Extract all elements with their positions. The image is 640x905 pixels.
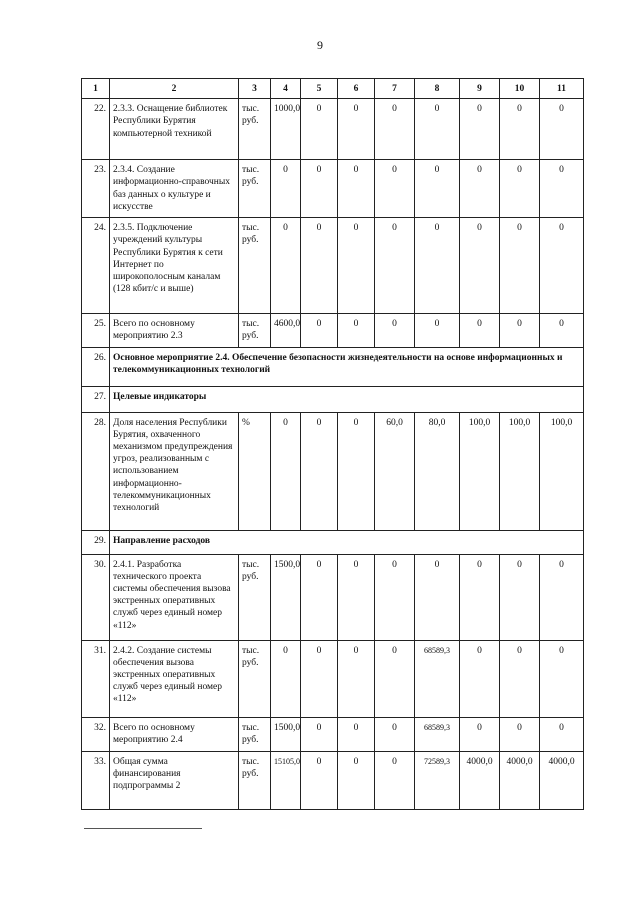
row-description: Всего по основному мероприятию 2.4 bbox=[110, 717, 239, 751]
value-cell: 0 bbox=[540, 160, 584, 218]
value-cell: 0 bbox=[500, 717, 540, 751]
value-cell: 4600,0 bbox=[271, 314, 301, 347]
value-cell: 100,0 bbox=[460, 412, 500, 530]
value-cell: 0 bbox=[460, 314, 500, 347]
value-cell: 0 bbox=[338, 160, 375, 218]
value-cell: 60,0 bbox=[375, 412, 415, 530]
value-cell: 0 bbox=[415, 160, 460, 218]
row-number: 27. bbox=[82, 386, 110, 412]
value-cell: 15105,0 bbox=[271, 751, 301, 809]
value-cell: 0 bbox=[415, 554, 460, 640]
table-row bbox=[82, 314, 584, 347]
table-row bbox=[82, 751, 584, 809]
value-cell: 0 bbox=[338, 640, 375, 717]
row-number: 25. bbox=[82, 314, 110, 347]
value-cell: 0 bbox=[375, 314, 415, 347]
unit-cell: тыс. руб. bbox=[239, 314, 271, 347]
row-number: 28. bbox=[82, 412, 110, 530]
value-cell: 0 bbox=[540, 717, 584, 751]
value-cell: 0 bbox=[540, 99, 584, 160]
section-row bbox=[82, 347, 584, 386]
row-description: Всего по основному мероприятию 2.3 bbox=[110, 314, 239, 347]
value-cell: 0 bbox=[460, 717, 500, 751]
table-row bbox=[82, 412, 584, 530]
value-cell: 1500,0 bbox=[271, 554, 301, 640]
value-cell: 0 bbox=[500, 314, 540, 347]
header-cell: 1 bbox=[82, 79, 110, 99]
unit-cell: тыс. руб. bbox=[239, 554, 271, 640]
table-row bbox=[82, 218, 584, 314]
value-cell: 100,0 bbox=[500, 412, 540, 530]
value-cell: 0 bbox=[500, 99, 540, 160]
value-cell: 0 bbox=[540, 640, 584, 717]
table-row bbox=[82, 640, 584, 717]
section-row bbox=[82, 386, 584, 412]
value-cell: 0 bbox=[301, 412, 338, 530]
value-cell: 80,0 bbox=[415, 412, 460, 530]
value-cell: 0 bbox=[375, 554, 415, 640]
row-description: 2.4.1. Разработка технического проекта системы обеспечения вызова экстренных оперативных служб через единый номер «112» bbox=[110, 554, 239, 640]
value-cell: 0 bbox=[460, 640, 500, 717]
value-cell: 1000,0 bbox=[271, 99, 301, 160]
value-cell: 0 bbox=[375, 99, 415, 160]
value-cell: 0 bbox=[460, 554, 500, 640]
value-cell: 0 bbox=[375, 640, 415, 717]
financing-table bbox=[81, 78, 584, 810]
value-cell: 4000,0 bbox=[500, 751, 540, 809]
unit-cell: тыс. руб. bbox=[239, 99, 271, 160]
value-cell: 0 bbox=[460, 160, 500, 218]
row-number: 23. bbox=[82, 160, 110, 218]
value-cell: 0 bbox=[338, 99, 375, 160]
unit-cell: тыс. руб. bbox=[239, 751, 271, 809]
table-row bbox=[82, 717, 584, 751]
header-cell: 4 bbox=[271, 79, 301, 99]
value-cell: 68589,3 bbox=[415, 717, 460, 751]
header-cell: 9 bbox=[460, 79, 500, 99]
value-cell: 0 bbox=[338, 751, 375, 809]
value-cell: 100,0 bbox=[540, 412, 584, 530]
value-cell: 0 bbox=[338, 314, 375, 347]
value-cell: 0 bbox=[415, 99, 460, 160]
header-cell: 10 bbox=[500, 79, 540, 99]
value-cell: 0 bbox=[460, 218, 500, 314]
table-header-row bbox=[82, 79, 584, 99]
value-cell: 0 bbox=[540, 218, 584, 314]
row-number: 24. bbox=[82, 218, 110, 314]
row-description: 2.3.4. Создание информационно-справочных баз данных о культуре и искусстве bbox=[110, 160, 239, 218]
value-cell: 0 bbox=[540, 314, 584, 347]
row-description: 2.3.5. Подключение учреждений культуры Республики Бурятия к сети Интернет по широкополосным каналам (128 кбит/с и выше) bbox=[110, 218, 239, 314]
value-cell: 0 bbox=[301, 640, 338, 717]
section-title: Целевые индикаторы bbox=[110, 386, 584, 412]
value-cell: 0 bbox=[540, 554, 584, 640]
value-cell: 0 bbox=[460, 99, 500, 160]
section-title: Направление расходов bbox=[110, 530, 584, 554]
value-cell: 0 bbox=[375, 751, 415, 809]
row-number: 32. bbox=[82, 717, 110, 751]
header-cell: 6 bbox=[338, 79, 375, 99]
value-cell: 0 bbox=[375, 160, 415, 218]
row-number: 22. bbox=[82, 99, 110, 160]
value-cell: 0 bbox=[338, 412, 375, 530]
row-number: 33. bbox=[82, 751, 110, 809]
table-row bbox=[82, 554, 584, 640]
row-description: 2.3.3. Оснащение библиотек Республики Бурятия компьютерной техникой bbox=[110, 99, 239, 160]
value-cell: 0 bbox=[338, 717, 375, 751]
value-cell: 0 bbox=[301, 218, 338, 314]
section-row bbox=[82, 530, 584, 554]
value-cell: 68589,3 bbox=[415, 640, 460, 717]
value-cell: 0 bbox=[338, 218, 375, 314]
header-cell: 11 bbox=[540, 79, 584, 99]
row-number: 26. bbox=[82, 347, 110, 386]
value-cell: 0 bbox=[301, 160, 338, 218]
value-cell: 1500,0 bbox=[271, 717, 301, 751]
table-body bbox=[82, 79, 584, 810]
row-number: 29. bbox=[82, 530, 110, 554]
unit-cell: тыс. руб. bbox=[239, 218, 271, 314]
value-cell: 0 bbox=[301, 751, 338, 809]
value-cell: 0 bbox=[375, 218, 415, 314]
header-cell: 3 bbox=[239, 79, 271, 99]
unit-cell: тыс. руб. bbox=[239, 640, 271, 717]
value-cell: 0 bbox=[415, 218, 460, 314]
unit-cell: тыс. руб. bbox=[239, 717, 271, 751]
value-cell: 0 bbox=[271, 412, 301, 530]
value-cell: 0 bbox=[500, 554, 540, 640]
value-cell: 4000,0 bbox=[460, 751, 500, 809]
value-cell: 0 bbox=[271, 640, 301, 717]
table-row bbox=[82, 99, 584, 160]
value-cell: 0 bbox=[271, 218, 301, 314]
header-cell: 5 bbox=[301, 79, 338, 99]
value-cell: 0 bbox=[301, 554, 338, 640]
value-cell: 0 bbox=[271, 160, 301, 218]
header-cell: 7 bbox=[375, 79, 415, 99]
row-description: Общая сумма финансирования подпрограммы 2 bbox=[110, 751, 239, 809]
row-number: 31. bbox=[82, 640, 110, 717]
row-description: 2.4.2. Создание системы обеспечения вызова экстренных оперативных служб через единый номер «112» bbox=[110, 640, 239, 717]
table-row bbox=[82, 160, 584, 218]
value-cell: 0 bbox=[500, 640, 540, 717]
section-title: Основное мероприятие 2.4. Обеспечение безопасности жизнедеятельности на основе информационных и телекоммуникационных технологий bbox=[110, 347, 584, 386]
row-number: 30. bbox=[82, 554, 110, 640]
value-cell: 4000,0 bbox=[540, 751, 584, 809]
header-cell: 2 bbox=[110, 79, 239, 99]
value-cell: 0 bbox=[415, 314, 460, 347]
value-cell: 0 bbox=[301, 99, 338, 160]
header-cell: 8 bbox=[415, 79, 460, 99]
value-cell: 0 bbox=[375, 717, 415, 751]
page-number: 9 bbox=[317, 38, 323, 52]
value-cell: 0 bbox=[301, 717, 338, 751]
value-cell: 0 bbox=[500, 218, 540, 314]
unit-cell: тыс. руб. bbox=[239, 160, 271, 218]
row-description: Доля населения Республики Бурятия, охваченного механизмом предупреждения угроз, реализованным с использованием информационно-телекоммуникационных технологий bbox=[110, 412, 239, 530]
value-cell: 0 bbox=[500, 160, 540, 218]
footnote-separator bbox=[84, 828, 202, 829]
unit-cell: % bbox=[239, 412, 271, 530]
value-cell: 72589,3 bbox=[415, 751, 460, 809]
value-cell: 0 bbox=[338, 554, 375, 640]
value-cell: 0 bbox=[301, 314, 338, 347]
